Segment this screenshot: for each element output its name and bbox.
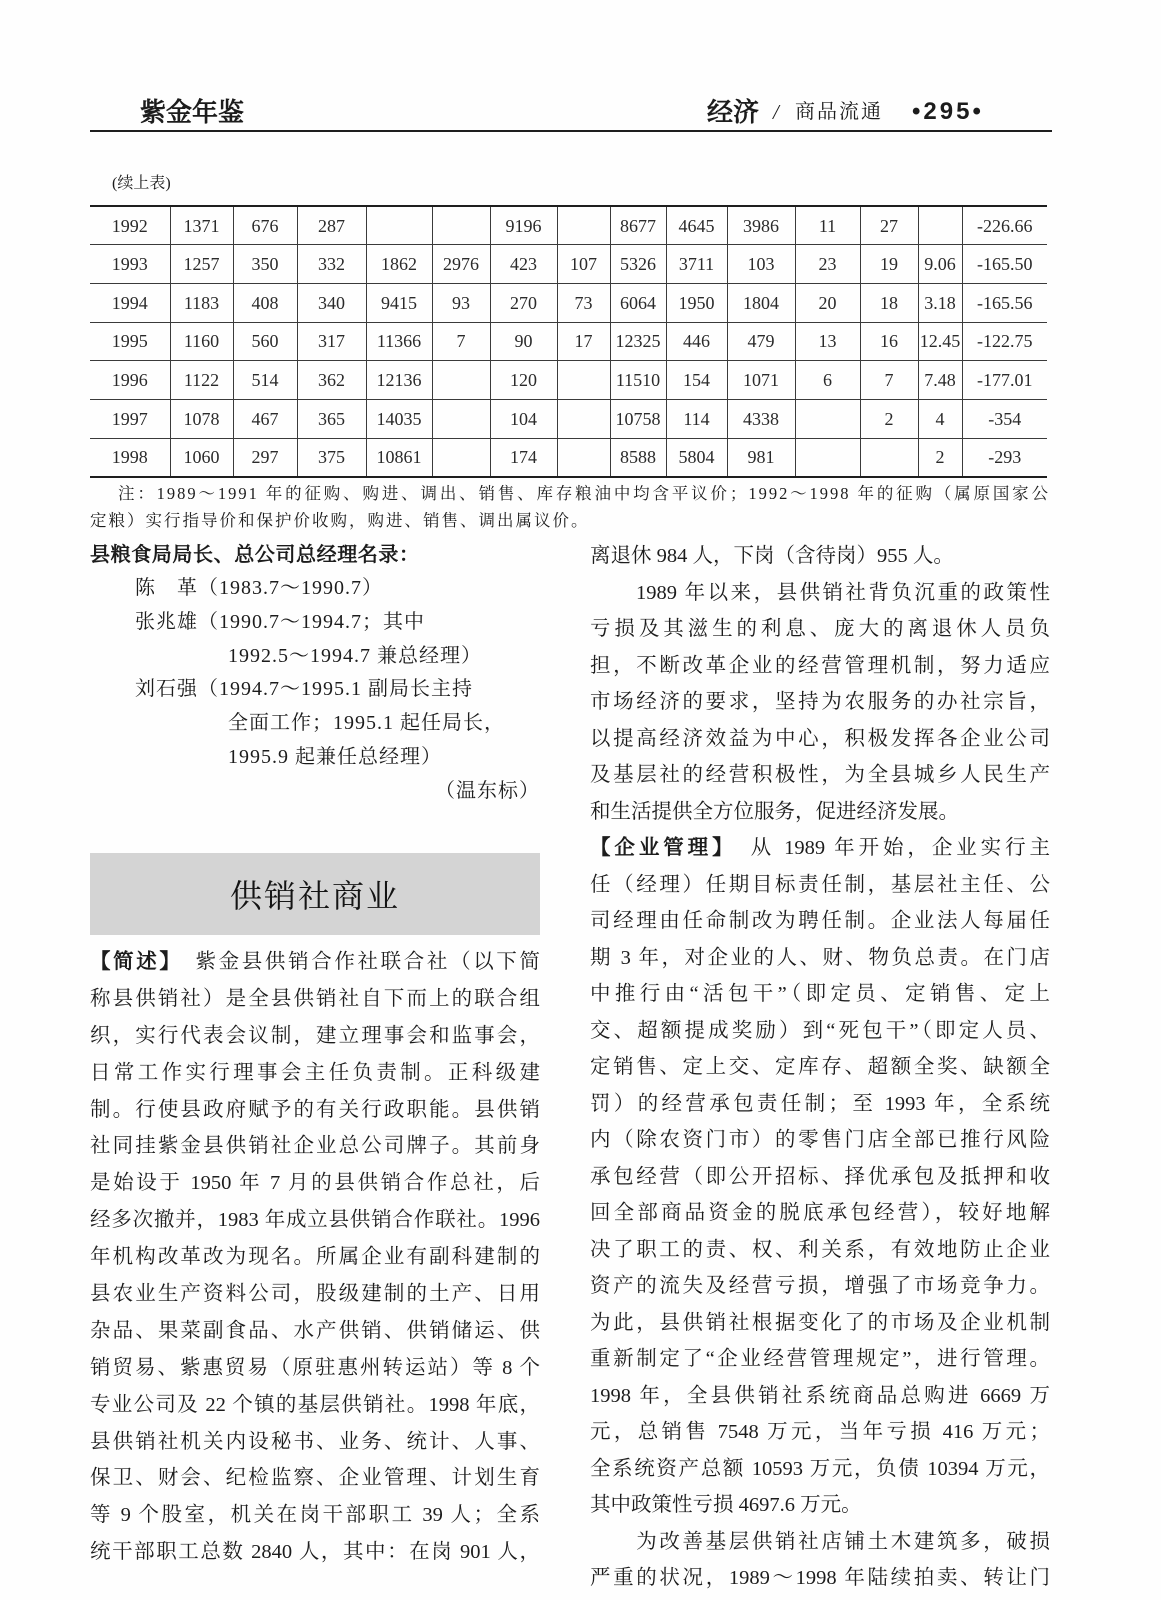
paragraph-line: [590, 867, 1050, 904]
table-cell: 93: [432, 283, 490, 322]
paragraph-text: 经多次撤并，1983 年成立县供销合作联社。1996: [90, 1209, 540, 1232]
paragraph-label: 【企业管理】: [590, 836, 727, 859]
table-cell: 13: [795, 322, 860, 361]
table-cell: 107: [557, 245, 610, 284]
table-cell: 7: [432, 322, 490, 361]
paragraph-line: [590, 1524, 1050, 1561]
paragraph: [90, 944, 540, 1571]
table-cell: 4645: [666, 206, 727, 245]
paragraph-line: [590, 1268, 1050, 1305]
table-cell: 154: [666, 361, 727, 400]
paragraph-text: 1998 年，全县供销社系统商品总购进 6669 万: [590, 1384, 1050, 1407]
paragraph: [590, 1524, 1050, 1597]
table-cell: 7.48: [918, 361, 962, 400]
breadcrumb-separator: /: [773, 100, 779, 124]
table-cell: 1371: [170, 206, 233, 245]
director-line: 1992.5～1994.7 兼总经理）: [228, 644, 482, 667]
grain-statistics-table: [90, 205, 1047, 478]
table-cell: 297: [233, 438, 297, 477]
table-cell: 375: [297, 438, 366, 477]
right-column: [590, 538, 1050, 1597]
table-cell: 11366: [366, 322, 432, 361]
table-cell: 446: [666, 322, 727, 361]
paragraph-line: [90, 1460, 540, 1497]
paragraph-text: 1989 年以来，县供销社背负沉重的政策性: [590, 581, 1050, 604]
directors-list: [90, 538, 540, 809]
paragraph-line: [590, 1341, 1050, 1378]
paragraph-text: 中推行由“活包干”（即定员、定销售、定上: [590, 983, 1050, 1005]
paragraph-text: 等 9 个股室，机关在岗干部职工 39 人；全系: [90, 1504, 540, 1527]
paragraph-line: [590, 1305, 1050, 1342]
table-cell: 3986: [727, 206, 795, 245]
paragraph: [590, 538, 1050, 575]
paragraph-text: 任（经理）任期目标责任制，基层社主任、公: [590, 873, 1050, 896]
paragraph-line: [590, 1086, 1050, 1123]
paragraph-text: 统干部职工总数 2840 人，其中：在岗 901 人，: [90, 1541, 540, 1564]
note-line: 定粮）实行指导价和保护价收购，购进、销售、调出属议价。: [90, 511, 590, 530]
year-cell: 1992: [90, 206, 170, 245]
paragraph-line: [590, 757, 1050, 794]
table-cell: 10861: [366, 438, 432, 477]
table-cell: 1060: [170, 438, 233, 477]
table-cell: 467: [233, 399, 297, 438]
table-cell: 340: [297, 283, 366, 322]
table-cell: 317: [297, 322, 366, 361]
table-row: [90, 438, 1047, 477]
paragraph-text: 和生活提供全方位服务，促进经济发展。: [590, 800, 959, 823]
paragraph-text: 专业公司及 22 个镇的基层供销社。1998 年底，: [90, 1393, 540, 1416]
table-cell: 9196: [490, 206, 557, 245]
paragraph-line: [90, 1128, 540, 1165]
paragraph-text: 内（除农资门市）的零售门店全部已推行风险: [590, 1129, 1050, 1151]
paragraph-text: 全系统资产总额 10593 万元，负债 10394 万元，: [590, 1457, 1050, 1480]
table-cell: 362: [297, 361, 366, 400]
paragraph-text: 制。行使县政府赋予的有关行政职能。县供销: [90, 1098, 540, 1121]
paragraph-text: 社同挂紫金县供销社企业总公司牌子。其前身: [90, 1135, 540, 1158]
table-row: [90, 245, 1047, 284]
year-cell: 1996: [90, 361, 170, 400]
paragraph-text: 决了职工的责、权、利关系，有效地防止企业: [590, 1238, 1050, 1261]
paragraph-line: [590, 684, 1050, 721]
table-cell: -122.75: [962, 322, 1047, 361]
paragraph-text: 以提高经济效益为中心，积极发挥各企业公司: [590, 727, 1050, 750]
table-cell: [795, 438, 860, 477]
table-cell: [366, 206, 432, 245]
table-row: [90, 361, 1047, 400]
table-cell: 10758: [610, 399, 666, 438]
paragraph-line: [590, 538, 1050, 575]
table-cell: 11510: [610, 361, 666, 400]
table-cell: 270: [490, 283, 557, 322]
table-cell: 676: [233, 206, 297, 245]
table-cell: 3.18: [918, 283, 962, 322]
table-cell: 104: [490, 399, 557, 438]
table-body: [90, 206, 1047, 477]
table-cell: [557, 399, 610, 438]
paragraph-line: [90, 981, 540, 1018]
paragraph-text: 亏损及其滋生的利息、庞大的离退休人员负: [590, 618, 1050, 640]
table-note: [90, 480, 1050, 534]
paragraph-line: [590, 1013, 1050, 1050]
table-cell: 2: [918, 438, 962, 477]
paragraph-line: [90, 1202, 540, 1239]
table-cell: 1078: [170, 399, 233, 438]
paragraph-text: 日常工作实行理事会主任负责制。正科级建: [90, 1061, 540, 1084]
paragraph-line: [90, 1092, 540, 1129]
table-cell: 174: [490, 438, 557, 477]
table-cell: [432, 361, 490, 400]
table-cell: -226.66: [962, 206, 1047, 245]
paragraph-line: [590, 1195, 1050, 1232]
paragraph-text: 期 3 年，对企业的人、财、物负总责。在门店: [590, 946, 1050, 969]
table-cell: 14035: [366, 399, 432, 438]
table-cell: 479: [727, 322, 795, 361]
section-title: 供销社商业: [229, 878, 400, 914]
paragraph-text: 罚）的经营承包责任制；至 1993 年，全系统: [590, 1092, 1050, 1115]
table-cell: 9.06: [918, 245, 962, 284]
table-cell: 287: [297, 206, 366, 245]
director-line: 张兆雄（1990.7～1994.7；其中: [135, 610, 425, 633]
table-cell: 1183: [170, 283, 233, 322]
paragraph-text: 为此，县供销社根据变化了的市场及企业机制: [590, 1311, 1050, 1334]
page-number: •295•: [912, 98, 984, 125]
paragraph-line: [590, 721, 1050, 758]
table-cell: 1862: [366, 245, 432, 284]
paragraph-text: 县农业生产资料公司，股级建制的土产、日用: [90, 1283, 540, 1306]
year-cell: 1997: [90, 399, 170, 438]
paragraph-line: [590, 830, 1050, 867]
table-cell: 18: [860, 283, 918, 322]
paragraph-line: [590, 940, 1050, 977]
year-cell: 1998: [90, 438, 170, 477]
paragraph-line: [590, 903, 1050, 940]
paragraph-text: 回全部商品资金的脱底承包经营），较好地解: [590, 1202, 1050, 1224]
table-cell: 1804: [727, 283, 795, 322]
table-cell: 12.45: [918, 322, 962, 361]
table-cell: 1257: [170, 245, 233, 284]
director-entry: [90, 606, 540, 674]
table-cell: 365: [297, 399, 366, 438]
table-cell: 12325: [610, 322, 666, 361]
paragraph-line: [90, 1313, 540, 1350]
subsection-name: 商品流通: [795, 101, 883, 123]
table-cell: 981: [727, 438, 795, 477]
paragraph-text: 保卫、财会、纪检监察、企业管理、计划生育: [90, 1467, 540, 1490]
table-cell: 103: [727, 245, 795, 284]
note-line: 注：1989～1991 年的征购、购进、调出、销售、库存粮油中均含平议价；1992～1998 年的征购（属原国家公: [118, 484, 1050, 503]
paragraph-line: [590, 1451, 1050, 1488]
table-cell: 4338: [727, 399, 795, 438]
year-cell: 1995: [90, 322, 170, 361]
table-cell: 9415: [366, 283, 432, 322]
table-cell: 12136: [366, 361, 432, 400]
table-cell: 19: [860, 245, 918, 284]
paragraph-text: 销贸易、紫惠贸易（原驻惠州转运站）等 8 个: [90, 1356, 540, 1379]
table-cell: 120: [490, 361, 557, 400]
paragraph-line: [590, 1414, 1050, 1451]
table-cell: -354: [962, 399, 1047, 438]
paragraph-line: [590, 1487, 1050, 1524]
paragraph-label: 【简述】: [90, 950, 173, 973]
paragraph-text: 为改善基层供销社店铺土木建筑多，破损: [590, 1530, 1050, 1553]
table-cell: [432, 438, 490, 477]
paragraph-line: [590, 1122, 1050, 1159]
table-cell: [557, 361, 610, 400]
table-cell: -165.50: [962, 245, 1047, 284]
paragraph-line: [590, 1049, 1050, 1086]
paragraph-text: 称县供销社）是全县供销社自下而上的联合组: [90, 987, 540, 1010]
paragraph-text: 市场经济的要求，坚持为农服务的办社宗旨，: [590, 691, 1050, 713]
paragraph-text: 交、超额提成奖励）到“死包干”（即定人员、: [590, 1019, 1050, 1042]
table-cell: [860, 438, 918, 477]
table-row: [90, 399, 1047, 438]
paragraph-text: 资产的流失及经营亏损，增强了市场竞争力。: [590, 1275, 1050, 1297]
paragraph: [590, 830, 1050, 1524]
header-rule: [90, 130, 1052, 132]
table-cell: 23: [795, 245, 860, 284]
paragraph-text: 年机构改革改为现名。所属企业有副科建制的: [90, 1246, 540, 1269]
paragraph-text: 从 1989 年开始，企业实行主: [726, 837, 1050, 859]
table-continued-label: (续上表): [112, 175, 171, 192]
paragraph-text: 离退休 984 人，下岗（含待岗）955 人。: [590, 545, 954, 567]
director-entry: [90, 673, 540, 774]
paragraph-text: 其中政策性亏损 4697.6 万元。: [590, 1494, 862, 1516]
table-cell: -165.56: [962, 283, 1047, 322]
director-line: 全面工作；1995.1 起任局长，: [228, 712, 505, 735]
section-name: 经济: [707, 97, 760, 127]
section-banner: [90, 853, 540, 935]
paragraph-line: [90, 1018, 540, 1055]
paragraph: [590, 575, 1050, 831]
paragraph-line: [590, 1560, 1050, 1597]
table-cell: 20: [795, 283, 860, 322]
director-line: 1995.9 起兼任总经理）: [228, 745, 442, 768]
year-cell: 1994: [90, 283, 170, 322]
table-cell: 8588: [610, 438, 666, 477]
director-entry: [90, 572, 540, 606]
table-cell: 1950: [666, 283, 727, 322]
table-cell: 11: [795, 206, 860, 245]
paragraph-text: 元，总销售 7548 万元，当年亏损 416 万元；: [590, 1421, 1050, 1443]
director-line: 刘石强（1994.7～1995.1 副局长主持: [135, 678, 473, 701]
table-cell: 560: [233, 322, 297, 361]
table-cell: [432, 206, 490, 245]
paragraph-line: [90, 1497, 540, 1534]
paragraph-line: [90, 1055, 540, 1092]
paragraph-text: 织，实行代表会议制，建立理事会和监事会，: [90, 1024, 540, 1047]
paragraph-text: 担，不断改革企业的经营管理机制，努力适应: [590, 654, 1050, 677]
table-cell: 90: [490, 322, 557, 361]
table-cell: [557, 438, 610, 477]
left-column: [90, 944, 540, 1571]
table-cell: 17: [557, 322, 610, 361]
table-cell: 8677: [610, 206, 666, 245]
paragraph-text: 县供销社机关内设秘书、业务、统计、人事、: [90, 1430, 540, 1453]
paragraph-line: [590, 1159, 1050, 1196]
paragraph-line: [590, 976, 1050, 1013]
table-row: [90, 206, 1047, 245]
paragraph-text: 紫金县供销合作社联合社（以下简: [172, 951, 541, 973]
directors-heading: 县粮食局局长、总公司总经理名录：: [90, 544, 420, 566]
table-cell: 423: [490, 245, 557, 284]
paragraph-line: [90, 1165, 540, 1202]
paragraph-line: [590, 794, 1050, 831]
table-row: [90, 283, 1047, 322]
paragraph-text: 严重的状况，1989～1998 年陆续拍卖、转让门: [590, 1567, 1050, 1589]
table-cell: [432, 399, 490, 438]
table-cell: 514: [233, 361, 297, 400]
paragraph-text: 及基层社的经营积极性，为全县城乡人民生产: [590, 764, 1050, 786]
table-cell: [557, 206, 610, 245]
table-cell: 3711: [666, 245, 727, 284]
paragraph-line: [590, 575, 1050, 612]
table-cell: 2: [860, 399, 918, 438]
paragraph-line: [590, 1378, 1050, 1415]
table-cell: 2976: [432, 245, 490, 284]
table-cell: 114: [666, 399, 727, 438]
table-cell: 1160: [170, 322, 233, 361]
paragraph-line: [90, 1239, 540, 1276]
table-cell: 5326: [610, 245, 666, 284]
table-cell: 7: [860, 361, 918, 400]
year-cell: 1993: [90, 245, 170, 284]
paragraph-line: [90, 1424, 540, 1461]
paragraph-line: [590, 1232, 1050, 1269]
table-cell: 6064: [610, 283, 666, 322]
table-cell: 1071: [727, 361, 795, 400]
paragraph-line: [90, 944, 540, 981]
paragraph-line: [90, 1387, 540, 1424]
paragraph-line: [90, 1276, 540, 1313]
table-cell: -293: [962, 438, 1047, 477]
director-line: 陈 革（1983.7～1990.7）: [135, 577, 383, 599]
paragraph-line: [590, 611, 1050, 648]
paragraph-line: [90, 1350, 540, 1387]
paragraph-text: 是始设于 1950 年 7 月的县供销合作总社，后: [90, 1172, 540, 1195]
table-cell: 27: [860, 206, 918, 245]
table-cell: 4: [918, 399, 962, 438]
table-cell: [918, 206, 962, 245]
paragraph-text: 承包经营（即公开招标、择优承包及抵押和收: [590, 1165, 1050, 1188]
table-cell: -177.01: [962, 361, 1047, 400]
table-cell: 350: [233, 245, 297, 284]
table-cell: 6: [795, 361, 860, 400]
paragraph-line: [90, 1534, 540, 1571]
paragraph-text: 定销售、定上交、定库存、超额全奖、缺额全: [590, 1056, 1050, 1078]
paragraph-line: [590, 648, 1050, 685]
paragraph-text: 重新制定了“企业经营管理规定”，进行管理。: [590, 1348, 1050, 1370]
table-cell: 1122: [170, 361, 233, 400]
table-cell: 73: [557, 283, 610, 322]
paragraph-text: 杂品、果菜副食品、水产供销、供销储运、供: [90, 1319, 540, 1342]
running-header: [90, 94, 1052, 130]
paragraph-text: 司经理由任命制改为聘任制。企业法人每届任: [590, 910, 1050, 932]
table-cell: [795, 399, 860, 438]
table-cell: 408: [233, 283, 297, 322]
table-cell: 16: [860, 322, 918, 361]
table-cell: 332: [297, 245, 366, 284]
yearbook-title: 紫金年鉴: [140, 97, 245, 127]
author-credit: （温东标）: [435, 779, 540, 802]
table-row: [90, 322, 1047, 361]
table-cell: 5804: [666, 438, 727, 477]
